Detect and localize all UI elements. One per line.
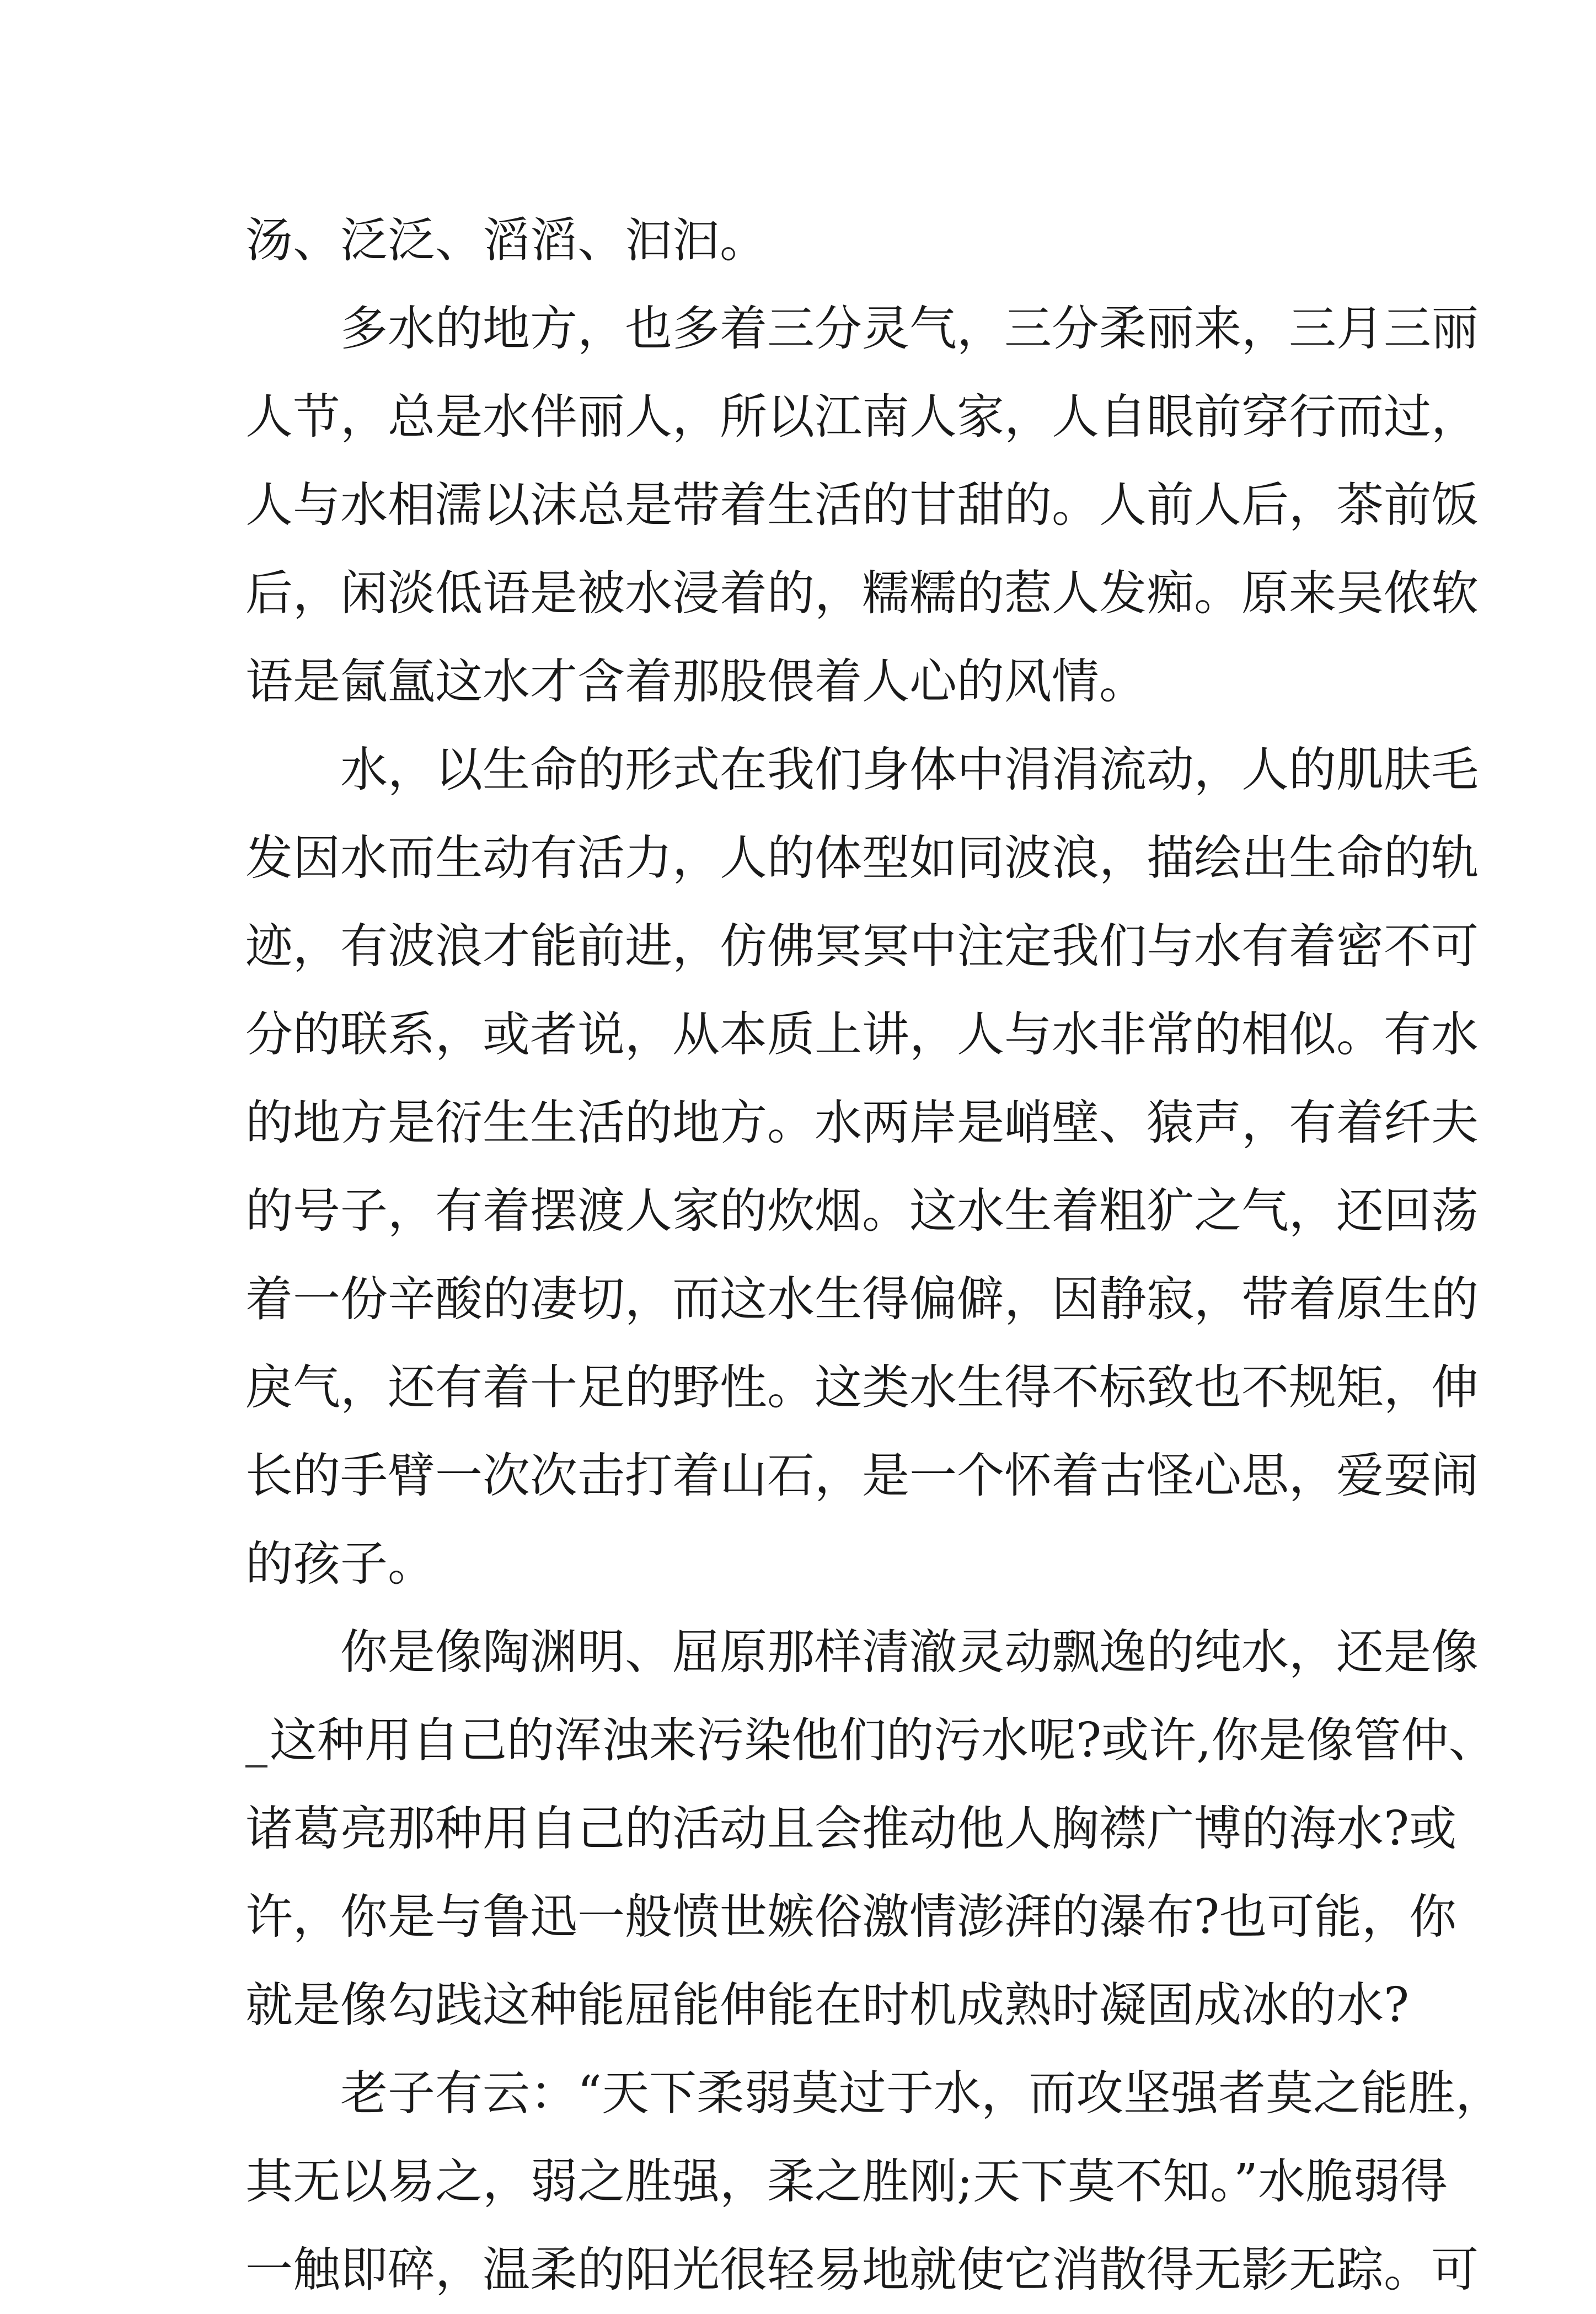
paragraph-first-line: 水，以生命的形式在我们身体中涓涓流动，人的肌肤毛 bbox=[340, 742, 1479, 797]
text-line: 人节，总是水伴丽人，所以江南人家，人自眼前穿行而过， bbox=[245, 389, 1479, 444]
text-line: 着一份辛酸的凄切，而这水生得偏僻，因静寂，带着原生的 bbox=[245, 1272, 1479, 1327]
text-line: 汤、泛泛、滔滔、汩汩。 bbox=[245, 213, 767, 268]
text-line: 许，你是与鲁迅一般愤世嫉俗激情澎湃的瀑布?也可能，你 bbox=[245, 1889, 1457, 1945]
body-text bbox=[245, 196, 1503, 2314]
text-line: 就是像勾践这种能屈能伸能在时机成熟时凝固成冰的水? bbox=[245, 1978, 1410, 2033]
paragraph-first-line: 老子有云：“天下柔弱莫过于水，而攻坚强者莫之能胜， bbox=[340, 2066, 1503, 2121]
text-line: 长的手臂一次次击打着山石，是一个怀着古怪心思，爱耍闹 bbox=[245, 1448, 1479, 1503]
text-line: 后，闲淡低语是被水浸着的，糯糯的惹人发痴。原来吴侬软 bbox=[245, 566, 1479, 621]
text-line: 语是氤氲这水才含着那股偎着人心的风情。 bbox=[245, 654, 1147, 709]
text-line: 的孩子。 bbox=[245, 1536, 435, 1592]
text-line: 发因水而生动有活力，人的体型如同波浪，描绘出生命的轨 bbox=[245, 831, 1479, 886]
text-line: 分的联系，或者说，从本质上讲，人与水非常的相似。有水 bbox=[245, 1007, 1479, 1062]
text-line: 的地方是衍生生活的地方。水两岸是峭壁、猿声，有着纤夫 bbox=[245, 1095, 1479, 1150]
paragraph-first-line: 多水的地方，也多着三分灵气，三分柔丽来，三月三丽 bbox=[340, 301, 1479, 356]
text-line: 的号子，有着摆渡人家的炊烟。这水生着粗犷之气，还回荡 bbox=[245, 1183, 1479, 1239]
text-line: 其无以易之，弱之胜强，柔之胜刚;天下莫不知。”水脆弱得 bbox=[245, 2154, 1448, 2209]
text-line: 一触即碎，温柔的阳光很轻易地就使它消散得无影无踪。可 bbox=[245, 2242, 1479, 2297]
text-line: 人与水相濡以沫总是带着生活的甘甜的。人前人后，茶前饭 bbox=[245, 478, 1479, 533]
text-line: 诸葛亮那种用自己的活动且会推动他人胸襟广博的海水?或 bbox=[245, 1801, 1457, 1856]
text-line: 戾气，还有着十足的野性。这类水生得不标致也不规矩，伸 bbox=[245, 1360, 1479, 1415]
text-line-content: 这种用自己的浑浊来污染他们的污水呢?或许,你是像管仲、 bbox=[270, 1713, 1496, 1768]
text-line: 迹，有波浪才能前进，仿佛冥冥中注定我们与水有着密不可 bbox=[245, 919, 1479, 974]
text-line-with-blank bbox=[245, 1696, 1496, 1785]
paragraph-first-line: 你是像陶渊明、屈原那样清澈灵动飘逸的纯水，还是像 bbox=[340, 1625, 1479, 1680]
blank-underline-mark bbox=[245, 1721, 267, 1767]
